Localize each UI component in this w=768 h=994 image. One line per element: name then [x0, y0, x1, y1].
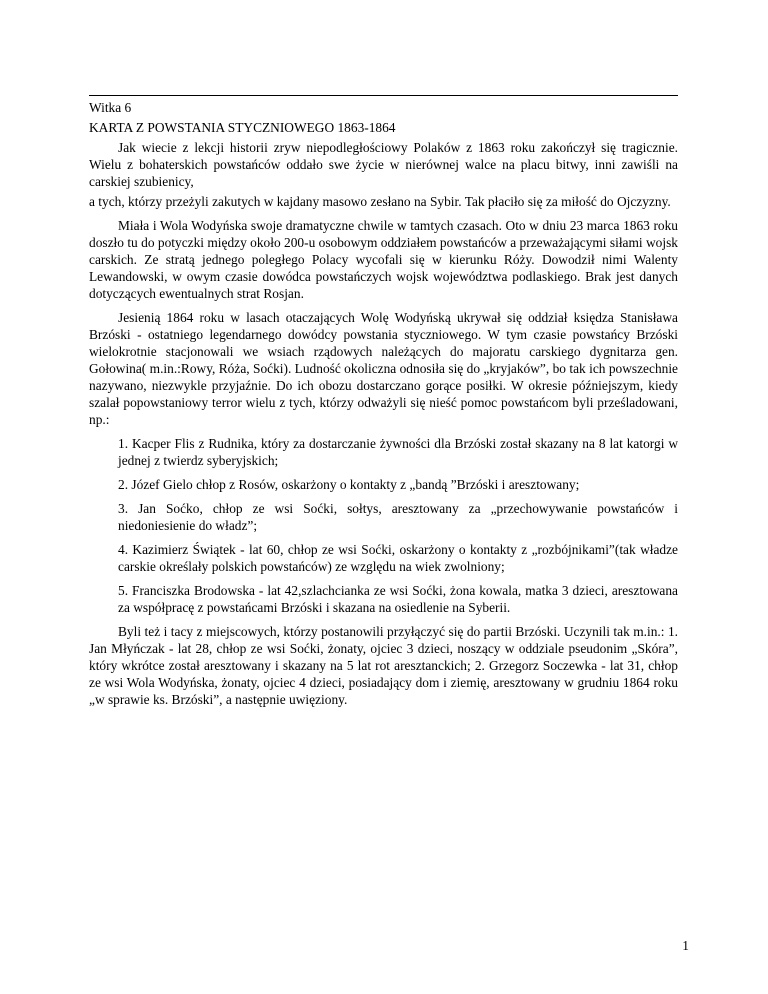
section-label: Witka 6: [89, 100, 132, 115]
paragraph-battle: Miała i Wola Wodyńska swoje dramatyczne chwile w tamtych czasach. Oto w dniu 23 marca 1863 roku doszło tu do potyczki między około 200-u osobowym oddziałem powstańców a przeważającymi siłami wojsk carskich. Ze stratą jednego poległego Polacy wycofali się w kierunku Róży. Dowodził nimi Walenty Lewandowski, w owym czasie dowódca powstańczych wojsk województwa podlaskiego. Brak jest danych dotyczących ewentualnych strat Rosjan.: [89, 218, 678, 301]
list-item: 3. Jan Soćko, chłop ze wsi Soćki, sołtys, aresztowany za „przechowywanie powstańców i niedoniesienie do władz”;: [118, 501, 678, 533]
paragraph-closing: Byli też i tacy z miejscowych, którzy postanowili przyłączyć się do partii Brzóski. Uczynili tak m.in.: 1. Jan Młyńczak - lat 28, chłop ze wsi Soćki, żonaty, ojciec 3 dzieci, noszący w oddziale pseudonim „Skóra”, który wkrótce został aresztowany i skazany na 5 lat rot aresztanckich; 2. Grzegorz Soczewka - lat 31, chłop ze wsi Wola Wodyńska, żonaty, ojciec 4 dzieci, posiadający dom i ziemię, aresztowany w grudniu 1864 roku „w sprawie ks. Brzóski”, a następnie uwięziony.: [89, 624, 678, 707]
list-item: 1. Kacper Flis z Rudnika, który za dostarczanie żywności dla Brzóski został skazany na 8 lat katorgi w jednej z twierdz syberyjskich;: [118, 436, 678, 468]
paragraph-intro: Jak wiecie z lekcji historii zryw niepodległościowy Polaków z 1863 roku zakończył się tragicznie. Wielu z bohaterskich powstańców oddało swe życie w nierównej walce na placu bitwy, inni zawiśli na carskiej szubienicy,: [89, 140, 678, 189]
list-item: 5. Franciszka Brodowska - lat 42,szlachcianka ze wsi Soćki, żona kowala, matka 3 dzieci, aresztowana za współpracę z powstańcami Brzóski i skazana na osiedlenie na Syberii.: [118, 583, 678, 615]
paragraph-intro-continued: a tych, którzy przeżyli zakutych w kajdany masowo zesłano na Sybir. Tak płaciło się za miłość do Ojczyzny.: [89, 194, 671, 209]
paragraph-brzoska: Jesienią 1864 roku w lasach otaczających Wolę Wodyńską ukrywał się oddział księdza Stanisława Brzóski - ostatniego legendarnego dowódcy powstania styczniowego. W tym czasie powstańcy Brzóski wielokrotnie stacjonowali we wsiach rządowych należących do majoratu carskiego dygnitarza gen. Gołowina( m.in.:Rowy, Róża, Soćki). Ludność okoliczna odnosiła się do „kryjaków”, bo tak ich powszechnie nazywano, niezwykle przyjaźnie. Do ich obozu dostarczano gorące posiłki. W okresie późniejszym, kiedy szalał popowstaniowy terror wielu z tych, którzy odważyli się nieść pomoc powstańcom byli prześladowani, np.:: [89, 310, 678, 427]
list-item: 4. Kazimierz Świątek - lat 60, chłop ze wsi Soćki, oskarżony o kontakty z „rozbójnikami”(tak władze carskie określały polskich powstańców) ze względu na wiek zwolniony;: [118, 542, 678, 574]
header-rule: [89, 95, 678, 96]
page-number: 1: [682, 938, 689, 953]
document-title: KARTA Z POWSTANIA STYCZNIOWEGO 1863-1864: [89, 120, 396, 135]
document-body: [89, 99, 678, 715]
list-item: 2. Józef Gielo chłop z Rosów, oskarżony o kontakty z „bandą ”Brzóski i aresztowany;: [118, 477, 580, 492]
